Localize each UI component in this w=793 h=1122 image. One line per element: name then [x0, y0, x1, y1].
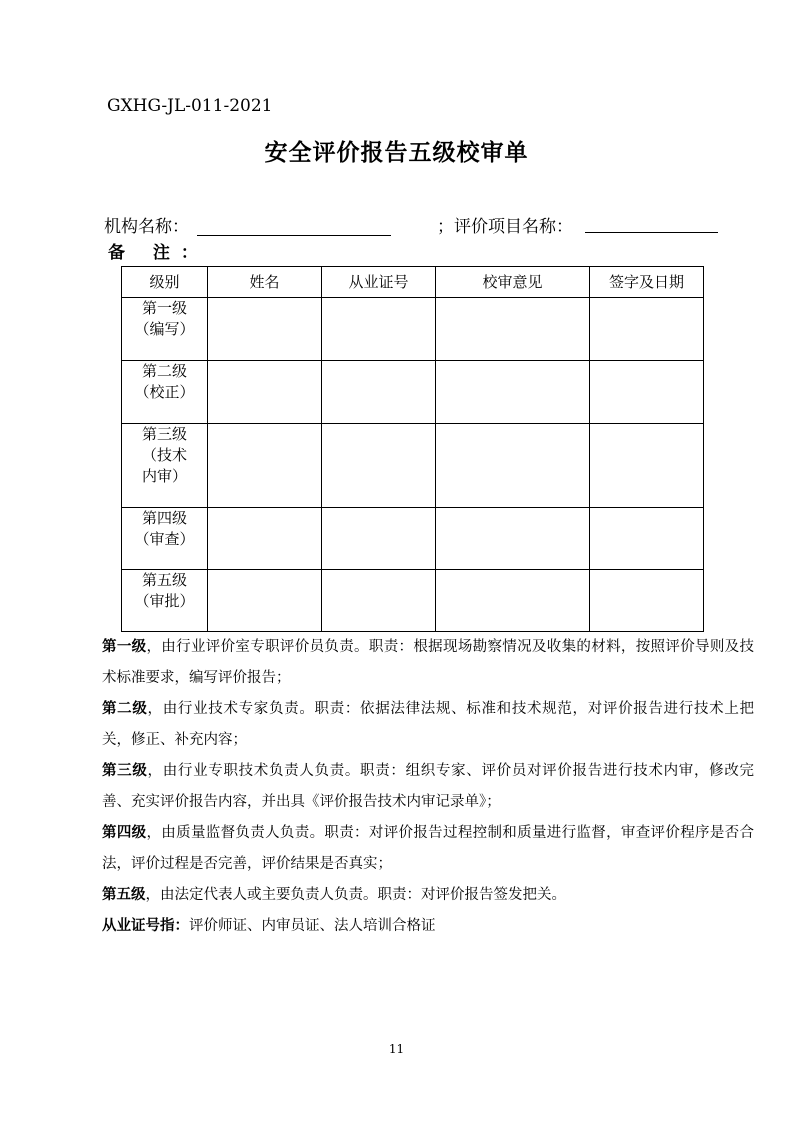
name-cell[interactable]: [208, 508, 322, 570]
column-header: 姓名: [208, 267, 322, 298]
level-cell: [122, 298, 208, 361]
table-header-row: [122, 267, 704, 298]
page-number: 11: [388, 1042, 405, 1056]
review-table: [121, 266, 704, 632]
note-paragraph: [102, 756, 754, 818]
column-header: 签字及日期: [590, 267, 704, 298]
note-text: ，由法定代表人或主要负责人负责。职责：对评价报告签发把关。: [145, 887, 566, 903]
table-row: [122, 508, 704, 570]
note-text: ，由行业技术专家负责。职责：依据法律法规、标准和技术规范，对评价报告进行技术上把关，修正、补充内容；: [102, 701, 755, 748]
note-text: 评价师证、内审员证、法人培训合格证: [189, 918, 436, 934]
note-head: 第二级: [102, 701, 148, 717]
note-head: 第五级: [102, 887, 146, 903]
org-name-label: 机构名称：: [104, 217, 189, 237]
note-paragraph: [102, 818, 754, 880]
certificate-cell[interactable]: [322, 570, 436, 632]
column-header: 校审意见: [436, 267, 590, 298]
name-cell[interactable]: [208, 298, 322, 361]
name-cell[interactable]: [208, 424, 322, 508]
level-role: （审查）: [134, 530, 195, 548]
level-cell: [122, 424, 208, 508]
level-role: （编写）: [134, 320, 195, 338]
signature-cell[interactable]: [590, 298, 704, 361]
note-head: 第一级: [102, 639, 147, 655]
signature-cell[interactable]: [590, 361, 704, 424]
certificate-cell[interactable]: [322, 298, 436, 361]
level-cell: [122, 361, 208, 424]
signature-cell[interactable]: [590, 424, 704, 508]
project-name-field[interactable]: [585, 232, 718, 233]
note-paragraph: [102, 911, 754, 942]
signature-cell[interactable]: [590, 508, 704, 570]
table-row: [122, 570, 704, 632]
opinion-cell[interactable]: [436, 424, 590, 508]
document-code: GXHG-JL-011-2021: [107, 96, 273, 116]
level-notes: [102, 632, 754, 942]
opinion-cell[interactable]: [436, 298, 590, 361]
level-name: 第四级: [141, 509, 187, 527]
opinion-cell[interactable]: [436, 361, 590, 424]
level-name: 第一级: [141, 299, 187, 317]
level-cell: [122, 570, 208, 632]
note-paragraph: [102, 880, 754, 911]
table-row: [122, 361, 704, 424]
note-paragraph: [102, 694, 754, 756]
page-title: 安全评价报告五级校审单: [264, 140, 529, 166]
certificate-cell[interactable]: [322, 361, 436, 424]
note-paragraph: [102, 632, 754, 694]
table-row: [122, 298, 704, 361]
note-head: 第三级: [102, 763, 148, 779]
org-name-row: [104, 212, 391, 237]
certificate-cell[interactable]: [322, 508, 436, 570]
level-cell: [122, 508, 208, 570]
opinion-cell[interactable]: [436, 570, 590, 632]
level-name: 第五级: [141, 571, 187, 589]
project-name-label: ；评价项目名称：: [437, 217, 573, 237]
level-name: 第二级: [141, 362, 187, 380]
note-text: ，由质量监督负责人负责。职责：对评价报告过程控制和质量进行监督，审查评价程序是否合法，评价过程是否完善，评价结果是否真实；: [102, 825, 755, 872]
level-name: 第三级: [141, 425, 187, 443]
column-header: 级别: [122, 267, 208, 298]
certificate-cell[interactable]: [322, 424, 436, 508]
level-role: （技术内审）: [141, 446, 187, 485]
remark-label: 备 注：: [108, 243, 209, 263]
note-text: ，由行业专职技术负责人负责。职责：组织专家、评价员对评价报告进行技术内审，修改完善、充实评价报告内容，并出具《评价报告技术内审记录单》；: [102, 763, 755, 810]
level-role: （校正）: [134, 383, 195, 401]
signature-cell[interactable]: [590, 570, 704, 632]
note-head: 从业证号指：: [102, 918, 189, 934]
note-head: 第四级: [102, 825, 147, 841]
org-name-field[interactable]: [197, 217, 391, 236]
column-header: 从业证号: [322, 267, 436, 298]
table-row: [122, 424, 704, 508]
note-text: ，由行业评价室专职评价员负责。职责：根据现场勘察情况及收集的材料，按照评价导则及技术标准要求，编写评价报告；: [102, 639, 755, 686]
name-cell[interactable]: [208, 361, 322, 424]
level-role: （审批）: [134, 592, 195, 610]
opinion-cell[interactable]: [436, 508, 590, 570]
name-cell[interactable]: [208, 570, 322, 632]
